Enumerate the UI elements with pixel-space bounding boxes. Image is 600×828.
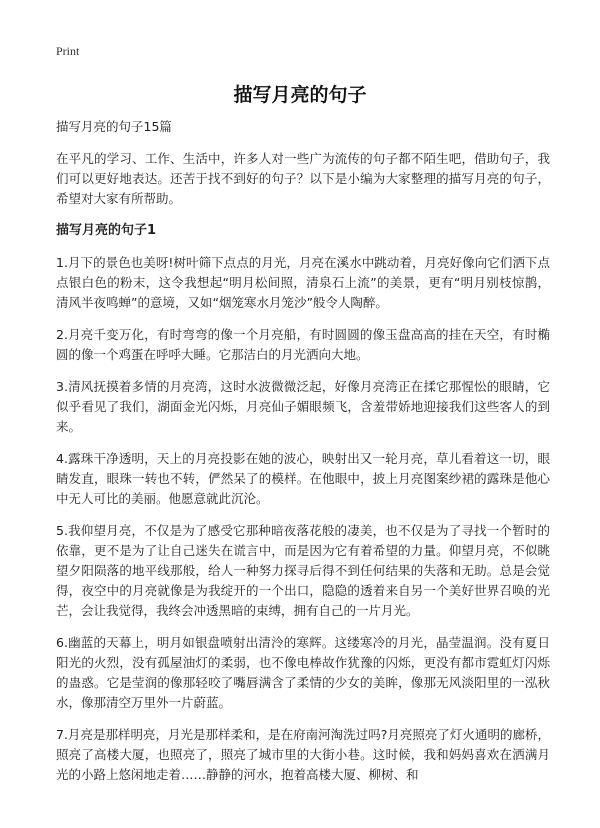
sentence-paragraph-1: 1.月下的景色也美呀!树叶筛下点点的月光，月亮在溪水中跳动着，月亮好像向它们洒下点点银白色的粉末，这令我想起“明月松间照，清泉石上流”的美景，更有“明月别枝惊鹊，清风半夜鸣蝉”的意境，又如“烟笼寒水月笼沙”般令人陶醉。 — [56, 255, 550, 310]
print-link[interactable]: Print — [56, 44, 80, 58]
intro-paragraph: 在平凡的学习、工作、生活中，许多人对一些广为流传的句子都不陌生吧，借助句子，我们可以更好地表达。还苦于找不到好的句子？以下是小编为大家整理的描写月亮的句子，希望对大家有所帮助。 — [56, 151, 550, 206]
sentence-paragraph-4: 4.露珠干净透明，天上的月亮投影在她的波心，映射出又一轮月亮，草儿看着这一切，眼睛发直，眼珠一转也不转，俨然呆了的模样。在他眼中，披上月亮图案纱裙的露珠是他心中无人可比的美丽。他愿意就此沉沦。 — [56, 451, 550, 506]
document-subtitle: 描写月亮的句子15篇 — [56, 119, 172, 134]
section-heading: 描写月亮的句子1 — [56, 223, 157, 238]
sentence-paragraph-7: 7.月亮是那样明亮，月光是那样柔和，是在府南河淘洗过吗?月亮照亮了灯火通明的廊桥，照亮了高楼大厦，也照亮了，照亮了城市里的大街小巷。这时候，我和妈妈喜欢在洒满月光的小路上悠闲地走着……静静的河水，抱着高楼大厦、柳树、和 — [56, 727, 550, 782]
sentence-paragraph-5: 5.我仰望月亮，不仅是为了感受它那种暗夜落花般的凄美，也不仅是为了寻找一个暂时的依靠，更不是为了让自己迷失在谎言中，而是因为它有着希望的力量。仰望月亮，不似眺望夕阳陨落的地平线那般，给人一种努力探寻后得不到任何结果的失落和无助。总是会觉得，夜空中的月亮就像是为我绽开的一个出口，隐隐的透着来自另一个美好世界召唤的光芒，会让我觉得，我终会冲透黑暗的束缚，拥有自己的一片月光。 — [56, 523, 550, 618]
document-body — [56, 117, 550, 797]
sentence-paragraph-2: 2.月亮千变万化，有时弯弯的像一个月亮船，有时圆圆的像玉盘高高的挂在天空，有时椭圆的像一个鸡蛋在呼呼大睡。它那洁白的月光洒向大地。 — [56, 327, 550, 362]
sentence-paragraph-6: 6.幽蓝的天幕上，明月如银盘喷射出清泠的寒辉。这缕寒冷的月光，晶莹温润。没有夏日阳光的火烈，没有孤屋油灯的柔弱，也不像电棒故作犹豫的闪烁，更没有都市霓虹灯闪烁的蛊惑。它是莹润的像那轻咬了嘴唇满含了柔情的少女的美眸，像那无风淡阳里的一泓秋水，像那清空万里外一片蔚蓝。 — [56, 635, 550, 710]
document-title: 描写月亮的句子 — [233, 84, 367, 106]
sentence-paragraph-3: 3.清风抚摸着多情的月亮湾，这时水波微微泛起，好像月亮湾正在揉它那惺忪的眼睛，它似乎看见了我们，湖面金光闪烁，月亮仙子媚眼频飞，含羞带娇地迎接我们这些客人的到来。 — [56, 379, 550, 434]
